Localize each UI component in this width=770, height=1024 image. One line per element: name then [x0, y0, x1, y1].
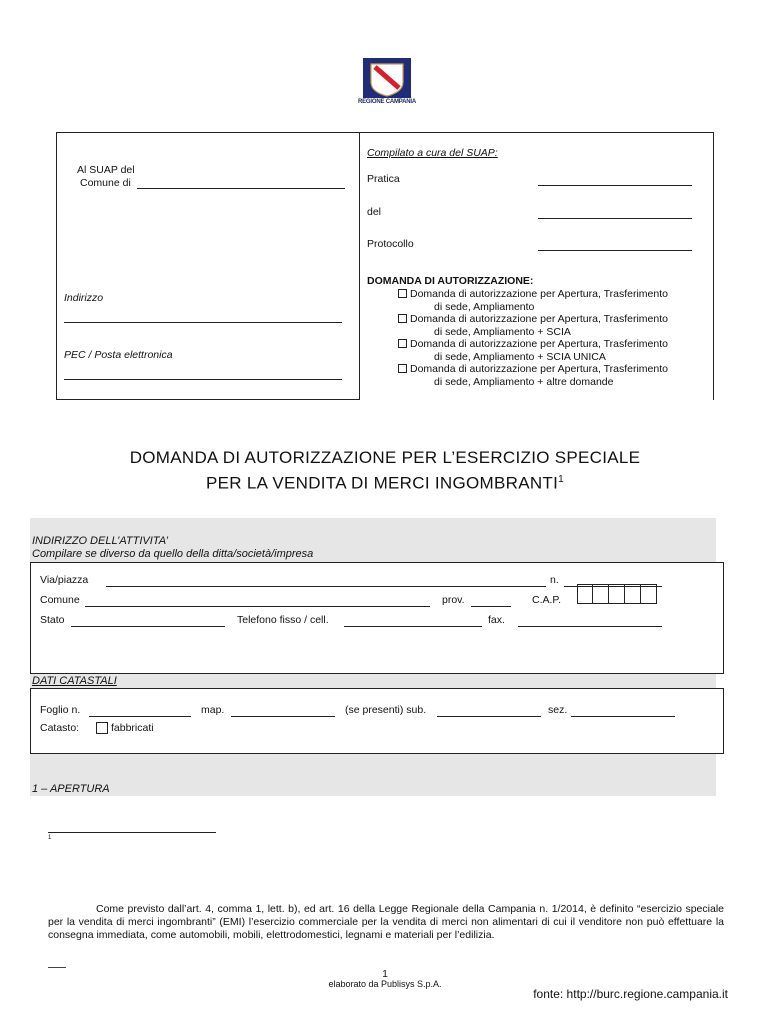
map-field[interactable] — [231, 707, 335, 717]
stato-label: Stato — [40, 614, 65, 626]
suap-label-line2: Comune di — [80, 177, 131, 189]
page-number: 1 — [382, 968, 388, 980]
footnote-separator — [48, 832, 216, 833]
protocollo-field[interactable] — [538, 241, 692, 251]
option-3-checkbox[interactable] — [398, 339, 407, 348]
comune-attivita-field[interactable] — [85, 597, 430, 607]
via-label: Via/piazza — [40, 574, 89, 586]
comune-field[interactable] — [137, 179, 345, 189]
cap-field[interactable] — [577, 584, 657, 604]
indirizzo-attivita-subheading: Compilare se diverso da quello della ditta/società/impresa — [32, 548, 314, 560]
fax-label: fax. — [488, 614, 505, 626]
domanda-heading: DOMANDA DI AUTORIZZAZIONE: — [367, 275, 534, 287]
catasto-label: Catasto: — [40, 722, 80, 734]
via-field[interactable] — [106, 577, 546, 587]
sez-label: sez. — [548, 704, 568, 716]
elaborato-text: elaborato da Publisys S.p.A. — [328, 979, 442, 989]
foglio-field[interactable] — [89, 707, 191, 717]
map-label: map. — [201, 704, 225, 716]
fonte-text: fonte: http://burc.regione.campania.it — [533, 987, 728, 1001]
fabbricati-label: fabbricati — [111, 722, 154, 734]
indirizzo-field[interactable] — [64, 313, 342, 323]
coat-of-arms-icon — [363, 58, 411, 98]
option-2-checkbox[interactable] — [398, 314, 407, 323]
indirizzo-attivita-heading: INDIRIZZO DELL’ATTIVITA’ — [32, 535, 169, 547]
cap-label: C.A.P. — [532, 594, 561, 606]
del-field[interactable] — [538, 209, 692, 219]
telefono-field[interactable] — [344, 617, 482, 627]
option-4-checkbox[interactable] — [398, 364, 407, 373]
sub-label: (se presenti) sub. — [345, 704, 427, 716]
option-4[interactable]: Domanda di autorizzazione per Apertura, Trasferimento di sede, Ampliamento + altre domande — [398, 363, 668, 388]
indirizzo-frame — [30, 562, 724, 674]
footnote-marker: 1 — [48, 835, 52, 841]
pec-label: PEC / Posta elettronica — [64, 349, 173, 361]
catastali-frame — [30, 688, 724, 754]
regione-campania-logo — [356, 56, 418, 112]
dati-catastali-heading: DATI CATASTALI — [32, 675, 117, 687]
n-label: n. — [550, 574, 559, 586]
footnote-text: Come previsto dall’art. 4, comma 1, lett. b), ed art. 16 della Legge Regionale della Campania n. 1/2014, è definito “esercizio speciale per la vendita di merci ingombranti” (EMI) l’esercizio commerciale per la vendita di merci non alimentari di cui il venditore non può effettuare la consegna immediata, come automobili, mobili, elettrodomestici, legnami e materiali per l’edilizia. — [48, 903, 724, 941]
recipient-box — [56, 132, 360, 400]
pratica-label: Pratica — [367, 173, 400, 185]
title-footnote-ref: 1 — [558, 474, 564, 485]
document-title — [0, 447, 770, 495]
pratica-field[interactable] — [538, 176, 692, 186]
compilato-label: Compilato a cura del SUAP: — [367, 147, 498, 159]
fax-field[interactable] — [518, 617, 662, 627]
telefono-label: Telefono fisso / cell. — [237, 614, 329, 626]
title-line1: DOMANDA DI AUTORIZZAZIONE PER L’ESERCIZIO SPECIALE — [129, 448, 641, 467]
sez-field[interactable] — [571, 707, 675, 717]
suap-label-line1: Al SUAP del — [77, 164, 135, 176]
fabbricati-checkbox[interactable] — [96, 722, 108, 734]
indirizzo-label: Indirizzo — [64, 292, 104, 304]
prov-label: prov. — [442, 594, 465, 606]
comune-label: Comune — [40, 594, 80, 606]
apertura-heading: 1 – APERTURA — [32, 783, 110, 795]
option-1[interactable]: Domanda di autorizzazione per Apertura, Trasferimento di sede, Ampliamento — [398, 288, 668, 313]
del-label: del — [367, 206, 382, 218]
prov-field[interactable] — [471, 597, 511, 607]
stato-field[interactable] — [71, 617, 225, 627]
pec-field[interactable] — [64, 370, 342, 380]
title-line2: PER LA VENDITA DI MERCI INGOMBRANTI — [205, 473, 559, 493]
suap-box — [360, 132, 714, 400]
protocollo-label: Protocollo — [367, 238, 414, 250]
logo-text: REGIONE CAMPANIA — [357, 99, 417, 105]
option-3[interactable]: Domanda di autorizzazione per Apertura, Trasferimento di sede, Ampliamento + SCIA UNICA — [398, 338, 668, 363]
sub-field[interactable] — [437, 707, 541, 717]
option-2[interactable]: Domanda di autorizzazione per Apertura, Trasferimento di sede, Ampliamento + SCIA — [398, 313, 668, 338]
option-1-checkbox[interactable] — [398, 289, 407, 298]
foglio-label: Foglio n. — [40, 704, 81, 716]
